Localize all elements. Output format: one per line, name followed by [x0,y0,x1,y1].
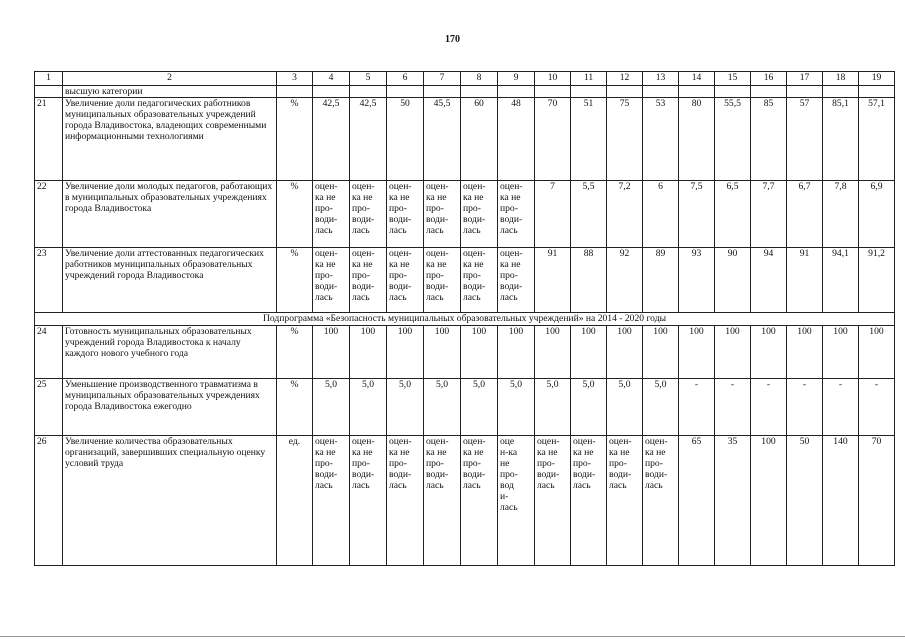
value-cell: 6,7 [787,181,823,248]
value-cell: 65 [679,436,715,566]
value-cell: 100 [787,326,823,379]
carry-row [35,86,895,98]
carry-empty-cell [313,86,350,98]
row-number: 21 [35,98,63,181]
header-cell: 14 [679,72,715,86]
value-cell: 88 [571,248,607,313]
value-cell: - [715,379,751,436]
value-cell: 51 [571,98,607,181]
value-cell: 5,0 [461,379,498,436]
not-assessed-cell: оцен- ка не про- води- лась [350,181,387,248]
value-cell: 100 [715,326,751,379]
carry-empty-cell [350,86,387,98]
value-cell: 57 [787,98,823,181]
value-cell: 6,9 [859,181,895,248]
table-body [35,72,895,566]
carry-text-cell: высшую категории [63,86,277,98]
header-row [35,72,895,86]
value-cell: 94,1 [823,248,859,313]
indicator-description: Увеличение количества образовательных организаций, завершивших специальную оценку условий труда [63,436,277,566]
indicator-description: Уменьшение производственного травматизма в муниципальных образовательных учреждениях города Владивостока ежегодно [63,379,277,436]
page-number: 170 [445,34,460,45]
value-cell: 100 [350,326,387,379]
row-number: 25 [35,379,63,436]
value-cell: 100 [387,326,424,379]
carry-empty-cell [424,86,461,98]
value-cell: 100 [313,326,350,379]
row-number: 24 [35,326,63,379]
value-cell: 100 [643,326,679,379]
not-assessed-cell: оцен- ка не про- води- лась [313,248,350,313]
carry-empty-cell [643,86,679,98]
value-cell: - [823,379,859,436]
value-cell: 85 [751,98,787,181]
value-cell: 75 [607,98,643,181]
value-cell: 92 [607,248,643,313]
table-row [35,98,895,181]
indicators-table [34,71,895,566]
header-cell: 12 [607,72,643,86]
carry-empty-cell [387,86,424,98]
carry-empty-cell [751,86,787,98]
value-cell: 5,0 [387,379,424,436]
indicator-description: Увеличение доли аттестованных педагогических работников муниципальных образовательных учреждений города Владивостока [63,248,277,313]
value-cell: 45,5 [424,98,461,181]
indicator-description: Увеличение доли молодых педагогов, работающих в муниципальных образовательных учреждениях города Владивостока [63,181,277,248]
value-cell: 55,5 [715,98,751,181]
value-cell: 50 [787,436,823,566]
value-cell: 89 [643,248,679,313]
carry-num-cell [35,86,63,98]
value-cell: - [751,379,787,436]
not-assessed-cell: оцен- ка не про- води- лась [498,248,535,313]
table-row [35,379,895,436]
carry-empty-cell [823,86,859,98]
subprogram-row [35,313,895,326]
value-cell: 7,8 [823,181,859,248]
value-cell: 70 [535,98,571,181]
value-cell: 85,1 [823,98,859,181]
value-cell: 100 [461,326,498,379]
value-cell: 6,5 [715,181,751,248]
not-assessed-cell: оцен- ка не про- води- лась [313,436,350,566]
value-cell: 140 [823,436,859,566]
table-row [35,248,895,313]
not-assessed-cell: оцен- ка не про- води- лась [350,436,387,566]
value-cell: 100 [823,326,859,379]
row-number: 26 [35,436,63,566]
value-cell: 53 [643,98,679,181]
indicator-description: Увеличение доли педагогических работников муниципальных образовательных учреждений города Владивостока, владеющих современными информационными технологиями [63,98,277,181]
header-cell: 11 [571,72,607,86]
value-cell: - [859,379,895,436]
value-cell: 94 [751,248,787,313]
header-cell: 5 [350,72,387,86]
value-cell: 7 [535,181,571,248]
value-cell: 100 [751,326,787,379]
value-cell: 100 [498,326,535,379]
carry-empty-cell [607,86,643,98]
value-cell: 91 [535,248,571,313]
value-cell: 48 [498,98,535,181]
value-cell: 42,5 [350,98,387,181]
value-cell: 70 [859,436,895,566]
value-cell: 100 [751,436,787,566]
value-cell: 5,0 [571,379,607,436]
indicator-description: Готовность муниципальных образовательных учреждений города Владивостока к началу каждого нового учебного года [63,326,277,379]
value-cell: 100 [679,326,715,379]
value-cell: 60 [461,98,498,181]
header-cell: 1 [35,72,63,86]
value-cell: 80 [679,98,715,181]
not-assessed-cell: оцен- ка не про- води- лась [350,248,387,313]
unit-cell: ед. [277,436,313,566]
value-cell: 5,0 [535,379,571,436]
value-cell: 50 [387,98,424,181]
carry-empty-cell [715,86,751,98]
unit-cell: % [277,248,313,313]
value-cell: 91 [787,248,823,313]
value-cell: 42,5 [313,98,350,181]
value-cell: 57,1 [859,98,895,181]
carry-empty-cell [461,86,498,98]
header-cell: 10 [535,72,571,86]
value-cell: 90 [715,248,751,313]
header-cell: 19 [859,72,895,86]
header-cell: 6 [387,72,424,86]
table-row [35,436,895,566]
value-cell: 5,0 [424,379,461,436]
value-cell: 5,0 [313,379,350,436]
row-number: 23 [35,248,63,313]
table-row [35,181,895,248]
value-cell: 5,0 [643,379,679,436]
not-assessed-cell: оцен- ка не про- води- лась [424,248,461,313]
value-cell: 5,0 [607,379,643,436]
table-row [35,326,895,379]
unit-cell: % [277,379,313,436]
row-number: 22 [35,181,63,248]
value-cell: 5,0 [498,379,535,436]
not-assessed-cell: оцен- ка не про- води- лась [643,436,679,566]
unit-cell: % [277,181,313,248]
carry-empty-cell [535,86,571,98]
value-cell: - [679,379,715,436]
not-assessed-cell: оцен- ка не про- води- лась [313,181,350,248]
header-cell: 13 [643,72,679,86]
value-cell: 6 [643,181,679,248]
value-cell: 7,2 [607,181,643,248]
not-assessed-cell: оцен- ка не про- води- лась [461,436,498,566]
carry-empty-cell [498,86,535,98]
unit-cell: % [277,98,313,181]
header-cell: 7 [424,72,461,86]
not-assessed-cell: оцен- ка не про- води- лась [607,436,643,566]
not-assessed-cell: оцен- ка не про- води- лась [571,436,607,566]
value-cell: 7,7 [751,181,787,248]
value-cell: 100 [607,326,643,379]
header-cell: 18 [823,72,859,86]
not-assessed-cell: оцен- ка не про- води- лась [387,436,424,566]
not-assessed-cell: оцен- ка не про- води- лась [461,181,498,248]
value-cell: 100 [424,326,461,379]
value-cell: 100 [535,326,571,379]
header-cell: 17 [787,72,823,86]
header-cell: 2 [63,72,277,86]
carry-empty-cell [859,86,895,98]
carry-empty-cell [679,86,715,98]
value-cell: 35 [715,436,751,566]
value-cell: 5,0 [350,379,387,436]
not-assessed-cell: оцен- ка не про- води- лась [461,248,498,313]
not-assessed-cell: оцен- ка не про- води- лась [498,181,535,248]
not-assessed-cell: оцен- ка не про- води- лась [424,181,461,248]
value-cell: 93 [679,248,715,313]
footer-rule [0,636,905,637]
header-cell: 8 [461,72,498,86]
not-assessed-cell: оцен- ка не про- води- лась [387,248,424,313]
header-cell: 16 [751,72,787,86]
value-cell: 100 [859,326,895,379]
value-cell: - [787,379,823,436]
subprogram-title: Подпрограмма «Безопасность муниципальных образовательных учреждений» на 2014 - 2020 годы [35,313,895,326]
not-assessed-cell: оцен- ка не про- води- лась [535,436,571,566]
carry-empty-cell [787,86,823,98]
value-cell: 5,5 [571,181,607,248]
header-cell: 3 [277,72,313,86]
value-cell: 100 [571,326,607,379]
carry-empty-cell [277,86,313,98]
carry-empty-cell [571,86,607,98]
unit-cell: % [277,326,313,379]
header-cell: 9 [498,72,535,86]
header-cell: 15 [715,72,751,86]
not-assessed-cell: оцен- ка не про- води- лась [387,181,424,248]
value-cell: 7,5 [679,181,715,248]
not-assessed-cell: оцен- ка не про- води- лась [424,436,461,566]
not-assessed-cell: оце н-ка не про- вод и- лась [498,436,535,566]
value-cell: 91,2 [859,248,895,313]
header-cell: 4 [313,72,350,86]
